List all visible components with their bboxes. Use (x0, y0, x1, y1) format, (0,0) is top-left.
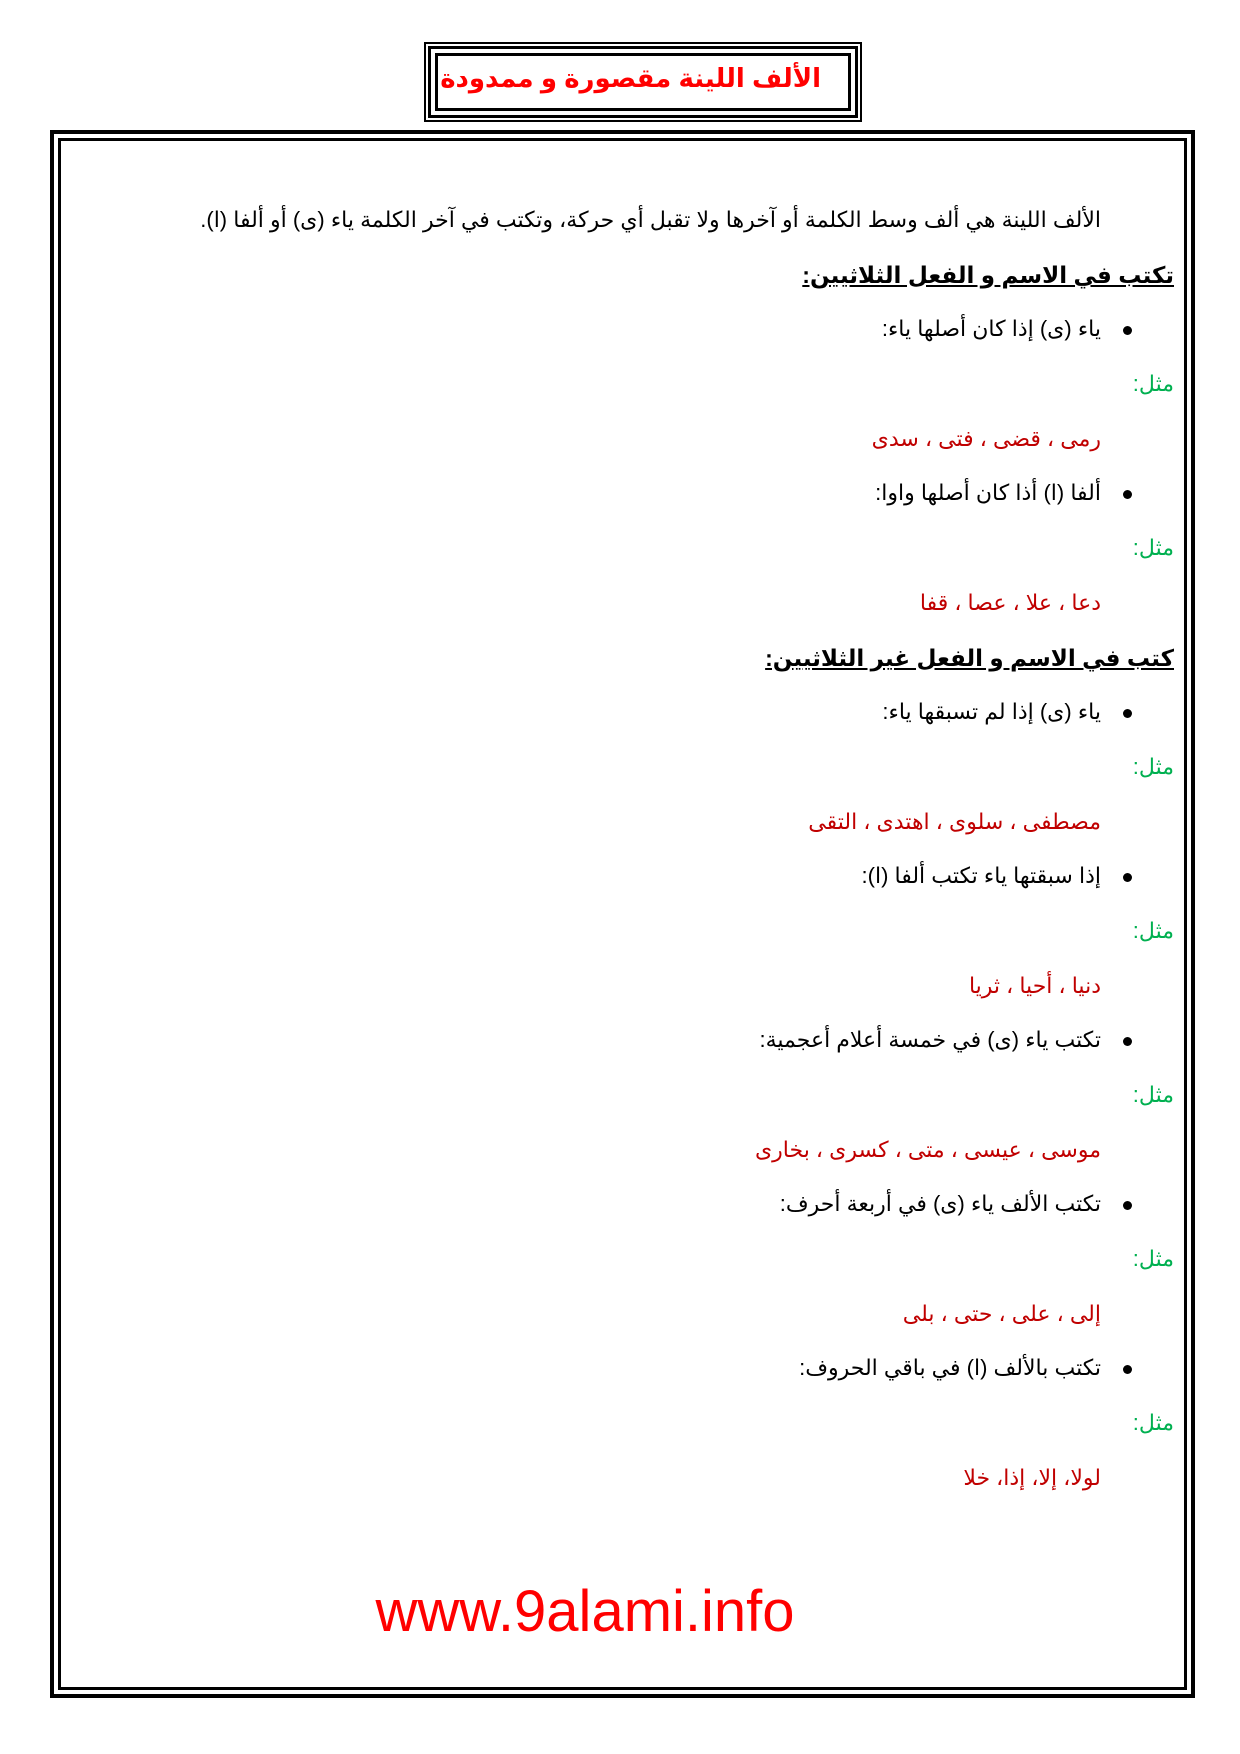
section-heading: كتب في الاسم و الفعل غير الثلاثيين: (765, 644, 1174, 671)
intro-paragraph: الألف اللينة هي ألف وسط الكلمة أو آخرها ولا تقبل أي حركة، وتكتب في آخر الكلمة ياء (ى) أو ألفا (ا). (200, 207, 1101, 232)
rule-item (70, 1341, 1174, 1396)
example-label: مثل: (1132, 917, 1174, 943)
rule-text: ياء (ى) إذا لم تسبقها ياء: (882, 699, 1101, 725)
rule-item (70, 466, 1174, 521)
rule-text: ألفا (ا) أذا كان أصلها واوا: (875, 480, 1101, 506)
example-label: مثل: (1132, 753, 1174, 779)
bullet-icon (1123, 326, 1132, 335)
bullet-icon (1123, 1365, 1132, 1374)
rule-item (70, 302, 1174, 357)
website-link[interactable]: www.9alami.info (375, 1579, 795, 1644)
rule-text: تكتب ياء (ى) في خمسة أعلام أعجمية: (759, 1027, 1101, 1053)
rule-text: إذا سبقتها ياء تكتب ألفا (ا): (861, 863, 1101, 889)
example-words: دنيا ، أحيا ، ثريا (968, 972, 1101, 998)
rule-text: تكتب بالألف (ا) في باقي الحروف: (799, 1355, 1101, 1381)
bullet-icon (1123, 490, 1132, 499)
rule-item (70, 685, 1174, 740)
rule-item (70, 849, 1174, 904)
rule-item (70, 1013, 1174, 1068)
example-words: موسى ، عيسى ، متى ، كسرى ، بخارى (754, 1136, 1101, 1162)
bullet-icon (1123, 873, 1132, 882)
example-words: دعا ، علا ، عصا ، قفا (919, 589, 1101, 615)
example-label: مثل: (1132, 371, 1174, 397)
rule-text: ياء (ى) إذا كان أصلها ياء: (881, 316, 1101, 342)
bullet-icon (1123, 709, 1132, 718)
bullet-icon (1123, 1201, 1132, 1210)
example-words: إلى ، على ، حتى ، بلى (902, 1300, 1101, 1326)
example-words: رمى ، قضى ، فتى ، سدى (871, 425, 1101, 451)
lesson-content (70, 193, 1174, 1506)
example-words: لولا، إلا، إذا، خلا (963, 1464, 1101, 1490)
example-label: مثل: (1132, 1082, 1174, 1107)
example-label: مثل: (1132, 1246, 1174, 1272)
title-box (428, 46, 858, 118)
rule-item (70, 1177, 1174, 1232)
example-label: مثل: (1132, 535, 1174, 561)
example-words: مصطفى ، سلوى ، اهتدى ، التقى (808, 808, 1101, 834)
section-heading: تكتب في الاسم و الفعل الثلاثيين: (802, 261, 1174, 288)
rule-text: تكتب الألف ياء (ى) في أربعة أحرف: (779, 1191, 1101, 1217)
example-label: مثل: (1132, 1410, 1174, 1436)
page-title: الألف اللينة مقصورة و ممدودة (440, 63, 821, 93)
bullet-icon (1123, 1037, 1132, 1046)
